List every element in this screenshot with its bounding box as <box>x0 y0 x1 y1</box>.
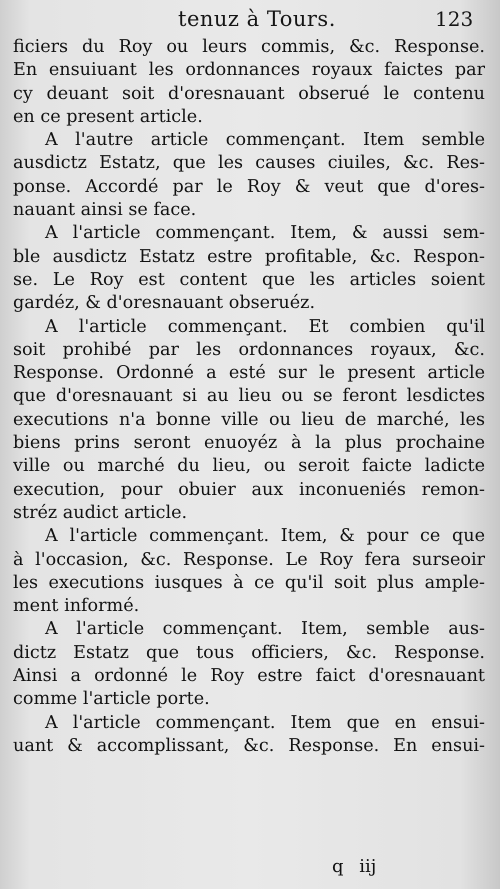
page-footer <box>0 856 500 882</box>
text-line: ponse. Accordé par le Roy & veut que d'ores- <box>13 176 485 197</box>
body-text <box>13 36 485 758</box>
text-line: ausdictz Estatz, que les causes ciuiles, &c. Res- <box>13 153 485 174</box>
text-line: comme l'article porte. <box>13 689 210 710</box>
text-line: nauant ainsi se face. <box>13 200 197 221</box>
text-line: à l'occasion, &c. Response. Le Roy fera surseoir <box>13 549 485 570</box>
signature-mark: q iij <box>332 856 377 877</box>
text-line: A l'autre article commençant. Item semble <box>45 130 485 151</box>
text-line: En ensuiuant les ordonnances royaux faictes par <box>13 60 485 81</box>
text-line: uant & accomplissant, &c. Response. En ensui- <box>13 735 485 756</box>
text-line: ficiers du Roy ou leurs commis, &c. Response. <box>13 37 485 57</box>
text-line: gardéz, & d'oresnauant obseruéz. <box>13 293 316 314</box>
text-line: cy deuant soit d'oresnauant obserué le contenu <box>13 83 485 104</box>
text-line: Response. Ordonné a esté sur le present article <box>13 363 485 384</box>
text-line: A l'article commençant. Et combien qu'il <box>45 316 485 337</box>
text-line: que d'oresnauant si au lieu ou se feront lesdictes <box>13 386 485 407</box>
text-line: A l'article commençant. Item que en ensui- <box>45 712 485 733</box>
text-line: soit prohibé par les ordonnances royaux, &c. <box>13 339 485 360</box>
text-line: ville ou marché du lieu, ou seroit faicte ladicte <box>13 456 485 477</box>
page-number: 123 <box>435 7 474 31</box>
text-line: A l'article commençant. Item, semble aus- <box>45 619 485 640</box>
text-line: execution, pour obuier aux inconueniés remon- <box>13 479 485 500</box>
text-line: executions n'a bonne ville ou lieu de marché, les <box>13 409 485 430</box>
text-line: A l'article commençant. Item, & aussi sem- <box>45 223 485 244</box>
text-line: A l'article commençant. Item, & pour ce que <box>45 526 485 547</box>
text-line: ble ausdictz Estatz estre profitable, &c. Respon- <box>13 246 485 267</box>
page-header <box>0 3 500 33</box>
text-line: les executions iusques à ce qu'il soit plus ample- <box>13 572 485 593</box>
text-line: biens prins seront enuoyéz à la plus prochaine <box>13 433 485 454</box>
text-line: dictz Estatz que tous officiers, &c. Response. <box>13 642 485 663</box>
text-line: Ainsi a ordonné le Roy estre faict d'oresnauant <box>13 666 485 687</box>
text-line: stréz audict article. <box>13 502 188 523</box>
text-line: en ce present article. <box>13 106 203 127</box>
text-line: ment informé. <box>13 596 140 617</box>
text-line: se. Le Roy est content que les articles soient <box>13 269 485 290</box>
running-head: tenuz à Tours. <box>178 7 336 31</box>
